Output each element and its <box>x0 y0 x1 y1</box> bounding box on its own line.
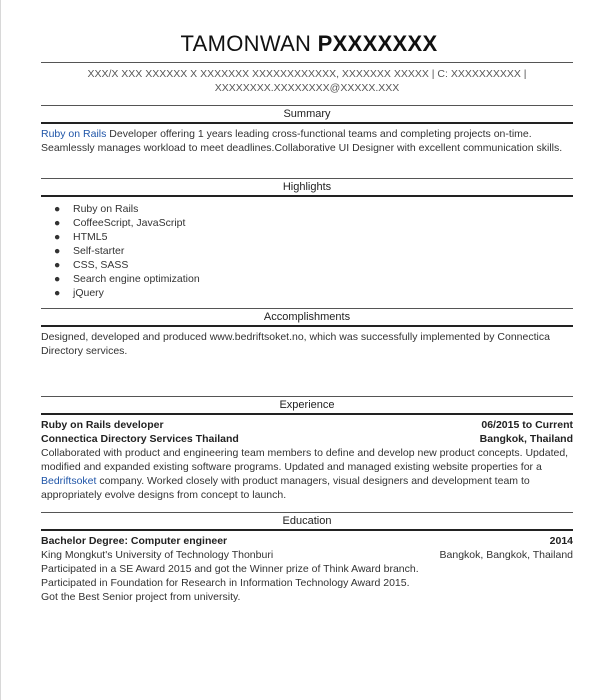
section-heading-summary: Summary <box>41 105 573 124</box>
highlight-text: Ruby on Rails <box>73 203 139 215</box>
highlight-text: CSS, SASS <box>73 259 129 271</box>
education-line: Got the Best Senior project from university. <box>41 591 241 603</box>
last-name: PXXXXXXX <box>317 31 438 56</box>
highlight-text: jQuery <box>73 287 104 299</box>
highlight-item <box>41 272 573 286</box>
contact-info <box>41 67 573 95</box>
education-details <box>41 562 573 604</box>
highlight-text: Search engine optimization <box>73 273 200 285</box>
header-divider <box>41 62 573 63</box>
bullet-icon: ● <box>54 259 61 271</box>
bullet-icon: ● <box>54 245 61 257</box>
first-name: TAMONWAN <box>180 31 312 56</box>
highlight-item <box>41 202 573 216</box>
highlights-list <box>41 202 573 300</box>
accomplishments-section <box>41 308 573 358</box>
highlights-section <box>41 178 573 300</box>
bullet-icon: ● <box>54 217 61 229</box>
highlight-text: Self-starter <box>73 245 125 257</box>
bedriftsoket-link[interactable]: Bedriftsoket <box>41 475 97 487</box>
degree-year: 2014 <box>549 535 573 547</box>
job-desc-part1: Collaborated with product and engineering team members to define and develop new product concepts. Updated, modified and expanded existing software programs. Updated and managed existing website properties for a <box>41 447 569 473</box>
highlight-item <box>41 230 573 244</box>
bullet-icon: ● <box>54 287 61 299</box>
summary-section <box>41 105 573 155</box>
accomplishments-text: Designed, developed and produced www.bedriftsoket.no, which was successfully implemented by Connectica Directory services. <box>41 331 550 357</box>
education-line: Participated in Foundation for Research in Information Technology Award 2015. <box>41 577 410 589</box>
bullet-icon: ● <box>54 203 61 215</box>
job-desc-part2: company. Worked closely with product managers, visual designers and development team to appropriately evolve designs from concept to launch. <box>41 475 530 501</box>
degree-row <box>41 534 573 548</box>
section-heading-accomplishments: Accomplishments <box>41 308 573 327</box>
section-heading-education: Education <box>41 512 573 531</box>
summary-body: Developer offering 1 years leading cross-functional teams and completing projects on-time. Seamlessly manages workload to meet deadlines.Collaborative UI Designer with excellent communication skills. <box>41 128 563 154</box>
job-header-row <box>41 418 573 432</box>
education-line: Participated in a SE Award 2015 and got the Winner prize of Think Award branch. <box>41 563 419 575</box>
highlight-item <box>41 286 573 300</box>
job-dates: 06/2015 to Current <box>481 419 573 431</box>
highlight-item <box>41 244 573 258</box>
experience-section <box>41 396 573 502</box>
highlight-text: CoffeeScript, JavaScript <box>73 217 186 229</box>
school-row <box>41 548 573 562</box>
company-name: Connectica Directory Services Thailand <box>41 433 239 445</box>
job-company-row <box>41 432 573 446</box>
school-name: King Mongkut's University of Technology Thonburi <box>41 549 274 561</box>
highlight-text: HTML5 <box>73 231 108 243</box>
job-title: Ruby on Rails developer <box>41 419 164 431</box>
summary-link[interactable]: Ruby on Rails <box>41 128 107 140</box>
school-location: Bangkok, Bangkok, Thailand <box>439 549 573 561</box>
job-description <box>41 446 573 502</box>
highlight-item <box>41 216 573 230</box>
candidate-name <box>1 31 616 57</box>
company-location: Bangkok, Thailand <box>479 433 573 445</box>
contact-email-line: XXXXXXXX.XXXXXXXX@XXXXX.XXX <box>214 82 400 94</box>
bullet-icon: ● <box>54 273 61 285</box>
highlight-item <box>41 258 573 272</box>
education-section <box>41 512 573 604</box>
bullet-icon: ● <box>54 231 61 243</box>
summary-text <box>41 127 573 155</box>
section-heading-highlights: Highlights <box>41 178 573 197</box>
degree: Bachelor Degree: Computer engineer <box>41 535 228 547</box>
section-heading-experience: Experience <box>41 396 573 415</box>
contact-address-line: XXX/X XXX XXXXXX X XXXXXXX XXXXXXXXXXXX, XXXXXXX XXXXX | C: XXXXXXXXXX | <box>87 68 527 80</box>
